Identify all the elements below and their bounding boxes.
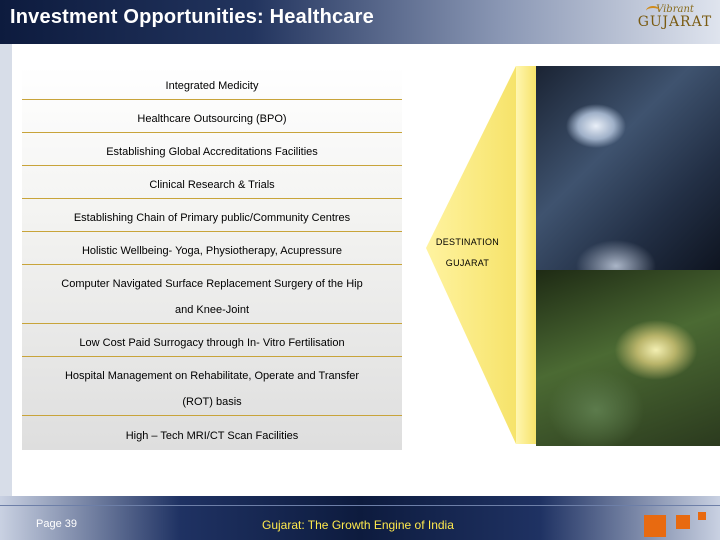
- vibrant-gujarat-logo: [636, 4, 714, 40]
- opportunity-item-continued: and Knee-Joint: [175, 304, 249, 316]
- lab-research-photo: [536, 66, 720, 270]
- destination-name: GUJARAT: [445, 258, 490, 268]
- logo-main-text: GUJARAT: [637, 14, 713, 30]
- row-divider: [22, 415, 402, 416]
- row-divider: [22, 99, 402, 100]
- opportunity-item: Computer Navigated Surface Replacement Surgery of the Hip: [61, 278, 363, 290]
- opportunity-item: Low Cost Paid Surrogacy through In- Vitro Fertilisation: [79, 337, 345, 349]
- opportunity-item: Hospital Management on Rehabilitate, Operate and Transfer: [64, 370, 360, 382]
- opportunity-item: Establishing Chain of Primary public/Community Centres: [73, 212, 351, 224]
- accent-square-icon: [698, 512, 706, 520]
- opportunity-item: Clinical Research & Trials: [149, 179, 275, 191]
- row-divider: [22, 198, 402, 199]
- row-divider: [22, 231, 402, 232]
- destination-label: DESTINATION: [435, 237, 500, 247]
- opportunity-item-continued: (ROT) basis: [182, 396, 242, 408]
- accent-square-icon: [676, 515, 690, 529]
- row-divider: [22, 356, 402, 357]
- destination-bar: [516, 66, 536, 444]
- logo-swoosh-icon: [646, 6, 660, 16]
- slide-header: [0, 0, 720, 44]
- slide-title: Investment Opportunities: Healthcare: [10, 6, 374, 28]
- opportunity-item: Healthcare Outsourcing (BPO): [137, 113, 287, 125]
- opportunity-item: Integrated Medicity: [165, 80, 259, 92]
- footer-divider: [0, 505, 720, 506]
- row-divider: [22, 132, 402, 133]
- surgery-photo: [536, 270, 720, 446]
- row-divider: [22, 264, 402, 265]
- page-number: Page 39: [36, 518, 77, 530]
- row-divider: [22, 165, 402, 166]
- footer-tagline: Gujarat: The Growth Engine of India: [262, 518, 454, 532]
- accent-square-icon: [644, 515, 666, 537]
- opportunity-item: Establishing Global Accreditations Facilities: [106, 146, 318, 158]
- logo-script-text: Vibrant: [656, 4, 694, 15]
- row-divider: [22, 323, 402, 324]
- left-accent-strip: [0, 44, 12, 496]
- opportunity-item: High – Tech MRI/CT Scan Facilities: [125, 430, 299, 442]
- destination-arrow-icon: [426, 66, 516, 444]
- opportunity-item: Holistic Wellbeing- Yoga, Physiotherapy, Acupressure: [81, 245, 343, 257]
